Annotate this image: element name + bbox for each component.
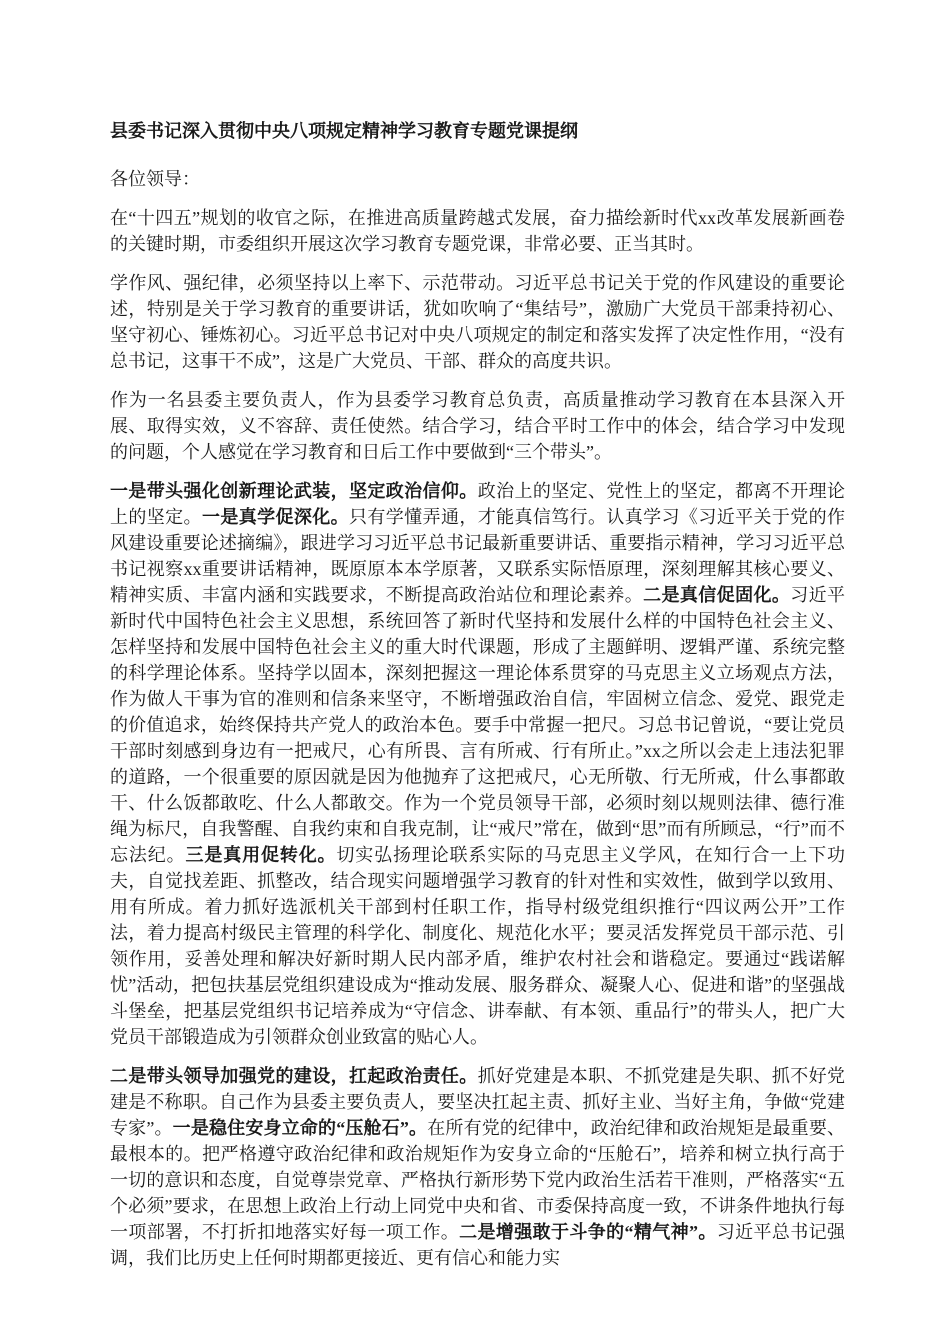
text-run: 在所有党的纪律中，政治纪律和政治规矩是最重要、最根本的。把严格遵守政治纪律和政治规矩作为安身立命的“压舱石”，培养和树立执行高于一切的意识和态度，自觉尊崇党章、严格执行新形势下党内政治生活若干准则，严格落实“五个必须”要求，在思想上政治上行动上同党中央和省、市委保持高度一致，不讲条件地执行每一项部署，不打折扣地落实好每一项工作。 [110,1118,845,1242]
text-run: 切实弘扬理论联系实际的马克思主义学风，在知行合一上下功夫，自觉找差距、抓整改，结合现实问题增强学习教育的针对性和实效性，做到学以致用、用有所成。着力抓好选派机关干部到村任职工作，指导村级党组织推行“四议两公开”工作法，着力提高村级民主管理的科学化、制度化、规范化水平；要灵活发挥党员干部示范、引领作用，妥善处理和解决好新时期人民内部矛盾，维护农村社会和谐稳定。要通过“践诺解忧”活动，把包扶基层党组织建设成为“推动发展、服务群众、凝聚人心、促进和谐”的坚强战斗堡垒，把基层党组织书记培养成为“守信念、讲奉献、有本领、重品行”的带头人，把广大党员干部锻造成为引领群众创业致富的贴心人。 [110,845,846,1047]
text-run: 在“十四五”规划的收官之际，在推进高质量跨越式发展，奋力描绘新时代xx改革发展新画卷的关键时期，市委组织开展这次学习教育专题党课，非常必要、正当其时。 [110,208,845,254]
text-run: 抓好党建是本职、不抓党建是失职、抓不好党建是不称职。自己作为县委主要负责人，要坚决扛起主责、抓好主业、当好主角，争做“党建专家”。 [110,1066,846,1138]
paragraph [110,478,845,1050]
bold-text-run: 一是带头强化创新理论武装，坚定政治信仰。 [110,481,478,501]
paragraph [110,205,845,257]
bold-text-run: 二是真信促固化。 [643,585,791,605]
bold-text-run: 一是稳住安身立命的“压舱石”。 [172,1118,428,1138]
paragraph [110,166,845,192]
document-body [110,166,845,1271]
bold-text-run: 二是带头领导加强党的建设，扛起政治责任。 [110,1066,478,1086]
text-run: 政治上的坚定、党性上的坚定，都离不开理论上的坚定。 [110,481,846,527]
text-run: 作为一名县委主要负责人，作为县委学习教育总负责，高质量推动学习教育在本县深入开展、取得实效，义不容辞、责任使然。结合学习，结合平时工作中的体会，结合学习中发现的问题，个人感觉在学习教育和日后工作中要做到“三个带头”。 [110,390,845,462]
text-run: 习近平总书记强调，我们比历史上任何时期都更接近、更有信心和能力实 [110,1222,845,1268]
bold-text-run: 一是真学促深化。 [201,507,350,527]
text-run: 各位领导： [110,169,200,189]
document-title: 县委书记深入贯彻中央八项规定精神学习教育专题党课提纲 [110,121,578,141]
bold-text-run: 二是增强敢于斗争的“精气神”。 [459,1222,717,1242]
text-run: 习近平新时代中国特色社会主义思想，系统回答了新时代坚持和发展什么样的中国特色社会主义、怎样坚持和发展中国特色社会主义的重大时代课题，形成了主题鲜明、逻辑严谨、系统完整的科学理论体系。坚持学以固本，深刻把握这一理论体系贯穿的马克思主义立场观点方法，作为做人干事为官的准则和信条来坚守，不断增强政治自信，牢固树立信念、爱党、跟党走的价值追求，始终保持共产党人的政治本色。要手中常握一把尺。习总书记曾说，“要让党员干部时刻感到身边有一把戒尺，心有所畏、言有所戒、行有所止。”xx之所以会走上违法犯罪的道路，一个很重要的原因就是因为他抛弃了这把戒尺，心无所敬、行无所戒，什么事都敢干、什么饭都敢吃、什么人都敢交。作为一个党员领导干部，必须时刻以规则法律、德行准绳为标尺，自我警醒、自我约束和自我克制，让“戒尺”常在，做到“思”而有所顾忌，“行”而不忘法纪。 [110,585,846,865]
paragraph [110,1063,845,1271]
text-run: 学作风、强纪律，必须坚持以上率下、示范带动。习近平总书记关于党的作风建设的重要论述，特别是关于学习教育的重要讲话，犹如吹响了“集结号”，激励广大党员干部秉持初心、坚守初心、锤炼初心。习近平总书记对中央八项规定的制定和落实发挥了决定性作用，“没有总书记，这事干不成”，这是广大党员、干部、群众的高度共识。 [110,273,845,371]
paragraph [110,387,845,465]
bold-text-run: 三是真用促转化。 [185,845,337,865]
paragraph [110,270,845,374]
text-run: 只有学懂弄通，才能真信笃行。认真学习《习近平关于党的作风建设重要论述摘编》，跟进学习习近平总书记最新重要讲话、重要指示精神，学习习近平总书记视察xx重要讲话精神，既原原本本学原著，又联系实际悟原理，深刻理解其核心要义、精神实质、丰富内涵和实践要求，不断提高政治站位和理论素养。 [110,507,846,605]
